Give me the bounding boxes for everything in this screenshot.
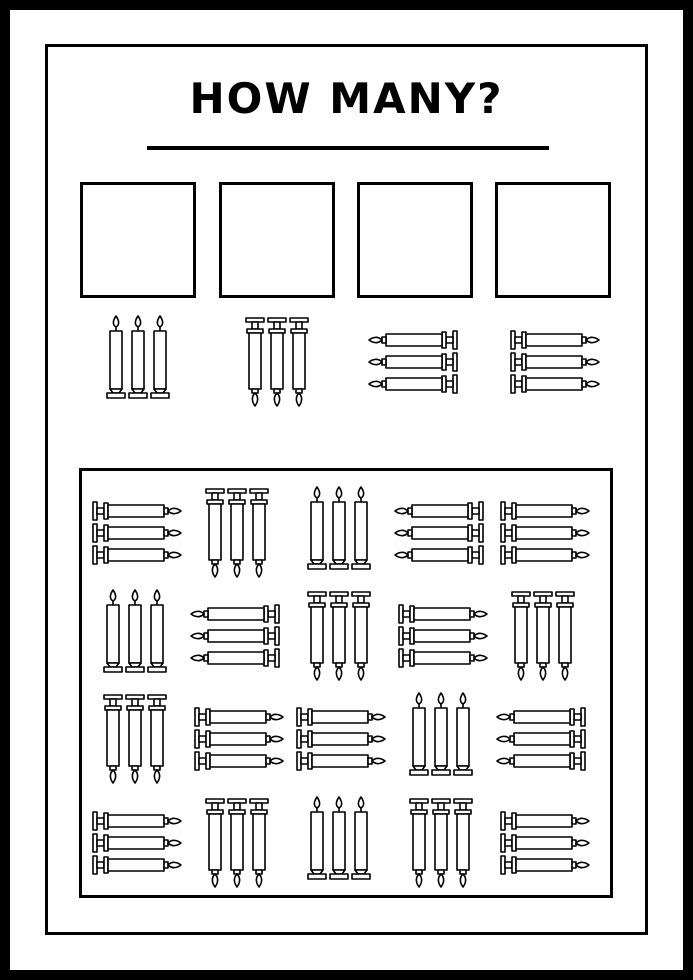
syringes-right-icon (186, 689, 288, 789)
page-title: HOW MANY? (189, 74, 504, 123)
candles-icon (84, 586, 186, 686)
syringes-vertical-icon (219, 312, 335, 412)
syringes-vertical-icon (186, 793, 288, 893)
syringes-vertical-icon (390, 793, 492, 893)
syringes-left-icon (186, 586, 288, 686)
syringes-left-icon (492, 689, 594, 789)
syringes-right-icon (390, 586, 492, 686)
candles-icon (288, 793, 390, 893)
candles-icon (288, 483, 390, 583)
syringes-left-icon (390, 483, 492, 583)
syringes-right-icon (84, 793, 186, 893)
syringes-vertical-icon (84, 689, 186, 789)
syringes-vertical-icon (288, 586, 390, 686)
answer-box-2[interactable] (219, 182, 335, 298)
answer-box-3[interactable] (357, 182, 473, 298)
candles-icon (390, 689, 492, 789)
counting-grid (79, 468, 613, 898)
syringes-vertical-icon (186, 483, 288, 583)
answer-box-1[interactable] (80, 182, 196, 298)
syringes-right-icon (288, 689, 390, 789)
syringes-right-icon (84, 483, 186, 583)
syringes-vertical-icon (492, 586, 594, 686)
syringes-right-icon (492, 483, 594, 583)
syringes-left-icon (357, 312, 473, 412)
syringes-right-icon (492, 793, 594, 893)
syringes-right-icon (495, 312, 611, 412)
answer-box-4[interactable] (495, 182, 611, 298)
candles-icon (80, 312, 196, 412)
title-underline (147, 146, 549, 150)
